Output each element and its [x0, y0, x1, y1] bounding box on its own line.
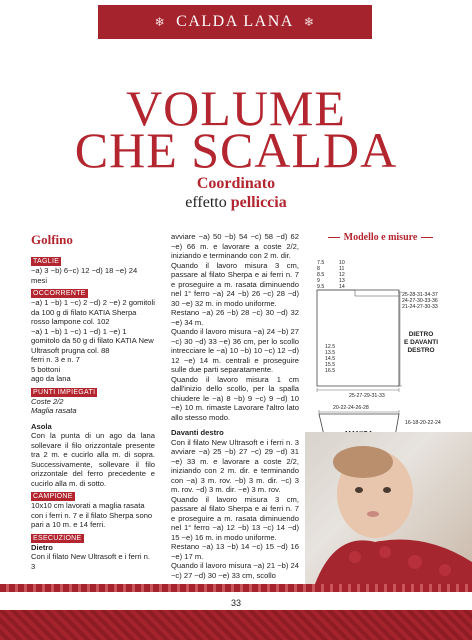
paragraph: Restano ~a) 26 ~b) 28 ~c) 30 ~d) 32 ~e) 34 m. — [171, 308, 299, 327]
measure-left-a: 8.5 — [317, 272, 325, 278]
measure-left-b: 14 — [339, 284, 345, 290]
piece-label-back: DIETRO — [408, 331, 434, 338]
stitch-line: Coste 2/2 — [31, 396, 64, 406]
measure-mid: 12.5 — [325, 344, 336, 350]
asola-text: Con la punta di un ago da lana sollevare il filo orizzontale presente tra 2 m. e cucirlo alla m. di sopra. Successivamente, sollevare il filo orizzontale del ferro precedente e cucirlo alla m. di sotto. — [31, 431, 155, 488]
paragraph: avviare ~a) 50 ~b) 54 ~c) 58 ~d) 62 ~e) 66 m. e lavorare a coste 2/2, iniziando e terminando con 2 m. dir. — [171, 232, 299, 260]
measure-left-b: 10 — [339, 260, 345, 266]
headline-line-2: CHE SCALDA — [74, 122, 398, 178]
width-measure: 25-27-29-31-33 — [349, 393, 385, 399]
campione-text: 10x10 cm lavorati a maglia rasata con i ferri n. 7 e il filato Sherpa sono pari a 10 m. e 14 ferri. — [31, 501, 153, 529]
headline-line-1: VOLUME — [126, 80, 346, 136]
measure-left-b: 12 — [339, 272, 345, 278]
piece-label-back: E DAVANTI — [403, 339, 439, 346]
measure-left-a: 9 — [317, 278, 320, 284]
bottom-pattern — [0, 610, 472, 640]
label-taglie: TAGLIE — [33, 258, 60, 265]
measure-mid: 13.5 — [325, 350, 336, 356]
label-occorrente: OCCORRENTE — [33, 290, 86, 297]
stitch-line: Maglia rasata — [31, 406, 77, 415]
measure-left-a: 9.5 — [317, 284, 325, 290]
measure-mid: 14.5 — [325, 356, 336, 362]
sizes-text: ~a) 3 ~b) 6~c) 12 ~d) 18 ~e) 24 mesi — [31, 266, 138, 285]
measure-left-a: 7.5 — [317, 260, 325, 266]
paragraph: Restano ~a) 13 ~b) 14 ~c) 15 ~d) 16 ~e) 17 m. — [171, 542, 299, 561]
measure-left-a: 8 — [317, 266, 320, 272]
paragraph: Con il filato New Ultrasoft e i ferri n. 3 avviare ~a) 25 ~b) 27 ~c) 29 ~d) 31 ~e) 33 m. e lavorare a coste 2/2, iniziando con 2 m. dir. e terminando con ~a) 3 m. rov. ~b) 3 m. dir. ~c) 3 m. rov. ~d) 3 m. dir. ~e) 3 m. rov. — [171, 437, 299, 494]
sleeve-right-measure: 16-18-20-22-24 — [405, 420, 441, 426]
measure-mid: 16.5 — [325, 368, 336, 374]
subtitle-line-2b: pelliccia — [230, 194, 287, 211]
subtitle-line-1: Coordinato — [196, 175, 276, 192]
header-banner — [98, 5, 372, 39]
snowflake-icon: ❄ — [303, 14, 316, 29]
baby-photo — [305, 432, 472, 584]
page-number: 33 — [230, 598, 241, 608]
instructions-column-2 — [171, 232, 299, 580]
label-campione: CAMPIONE — [33, 493, 73, 500]
paragraph: Quando il lavoro misura ~a) 24 ~b) 27 ~c) 30 ~d) 33 ~e) 36 cm, per lo scollo intrecciare le ~a) 10 ~b) 10 ~c) 12 ~d) 12 ~e) 14 m. centrali e proseguire sulle due parti separatamente. — [171, 327, 299, 374]
piece-label-back: DESTRO — [407, 347, 435, 354]
dietro-heading: Dietro — [31, 542, 53, 552]
subtitle-line-2a: effetto — [185, 194, 231, 211]
label-esecuzione: ESECUZIONE — [33, 534, 82, 542]
materials-line: ~a) 1 ~b) 1 ~c) 2 ~d) 2 ~e) 2 gomitoli da 100 g di filato KATIA Sherpa rosso lampone col. 102 — [31, 298, 155, 326]
banner-title: CALDA LANA — [176, 13, 294, 30]
davanti-heading: Davanti destro — [171, 428, 224, 437]
subtitle-line-2 — [0, 194, 472, 212]
photo-illustration — [305, 432, 472, 584]
measure-right: 24-27-30-33-36 — [402, 298, 438, 304]
paragraph: Quando il lavoro misura ~a) 21 ~b) 24 ~c) 27 ~d) 30 ~e) 33 cm, scollo — [171, 561, 299, 580]
materials-line: 5 bottoni — [31, 364, 61, 374]
measure-left-b: 13 — [339, 278, 345, 284]
measure-left-b: 11 — [339, 266, 345, 272]
measure-mid: 15.5 — [325, 362, 336, 368]
paragraph: Quando il lavoro misura 3 cm, passare al filato Sherpa e ai ferri n. 7 e proseguire a m. rasata diminuendo nel 1° ferro ~a) 24 ~b) 26 ~c) 28 ~d) 30 ~e) 32 m. in modo uniforme. — [171, 260, 299, 308]
dietro-text: Con il filato New Ultrasoft e i ferri n. 3 — [31, 552, 151, 571]
sleeve-top-measure: 20-22-24-26-28 — [333, 405, 369, 411]
section-heading: Golfino — [31, 232, 73, 247]
paragraph: Quando il lavoro misura 3 cm, passare al filato Sherpa e ai ferri n. 7 e proseguire a m. rasata diminuendo nel 1° ferro ~a) 12 ~b) 13 ~c) 14 ~d) 15 ~e) 16 m. in modo uniforme. — [171, 494, 299, 542]
label-punti: PUNTI IMPIEGATI — [33, 388, 96, 396]
materials-line: ~a) 1 ~b) 1 ~c) 1 ~d) 1 ~e) 1 gomitolo da 50 g di filato KATIA New Ultrasoft prugna col. 88 — [31, 326, 154, 355]
measure-right: 21-24-27-30-33 — [402, 304, 438, 310]
measure-right: 25-28-31-34-37 — [402, 292, 438, 298]
instructions-column-1 — [31, 232, 155, 571]
materials-line: ago da lana — [31, 374, 71, 383]
asola-heading: Asola — [31, 421, 52, 431]
footer-pattern — [0, 584, 472, 592]
snowflake-icon: ❄ — [154, 14, 167, 29]
materials-line: ferri n. 3 e n. 7 — [31, 355, 80, 364]
diagram-title: Modello e misure — [313, 232, 448, 243]
paragraph: Quando il lavoro misura 1 cm dall'inizio dello scollo, per la spalla chiudere le ~a) 8 ~b) 9 ~c) 9 ~d) 10 ~e) 10 m. rimaste Lavorare l'altro lato allo stesso modo. — [171, 374, 299, 422]
